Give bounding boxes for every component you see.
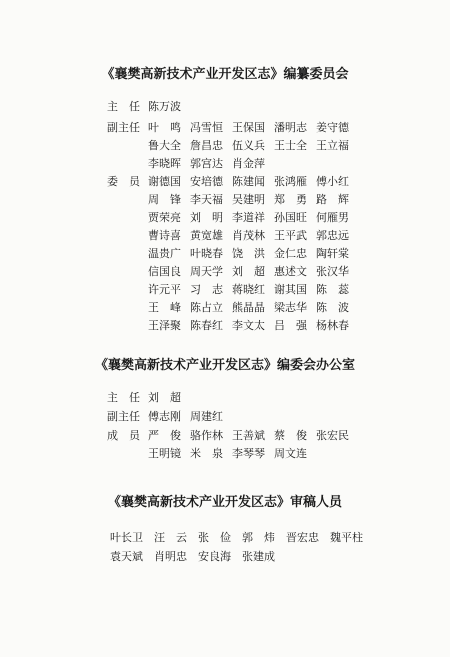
person-name: 肖茂林 [232, 229, 265, 242]
name-row [148, 265, 358, 279]
person-name: 肖明忠 [154, 550, 187, 563]
person-name: 金仁忠 [274, 247, 307, 260]
person-name: 米 泉 [190, 447, 223, 460]
name-row [148, 410, 232, 424]
person-name: 周文连 [274, 447, 307, 460]
person-name: 蒋晓红 [232, 283, 265, 296]
person-name: 何雁男 [316, 211, 349, 224]
person-name: 张汉华 [316, 265, 349, 278]
person-name: 汪 云 [154, 531, 187, 544]
person-name: 陈建闻 [232, 175, 265, 188]
person-name: 习 志 [190, 283, 223, 296]
person-name: 骆作林 [190, 429, 223, 442]
name-row [148, 229, 358, 243]
person-name: 李琴琴 [232, 447, 265, 460]
person-name: 张宏民 [316, 429, 349, 442]
role-label: 副主任 [107, 410, 140, 423]
person-name: 黄宽雄 [190, 229, 223, 242]
person-name: 郭忠远 [316, 229, 349, 242]
person-name: 饶 洪 [232, 247, 265, 260]
name-row [148, 301, 358, 315]
name-row [148, 283, 358, 297]
name-row [148, 121, 358, 135]
name-row [148, 139, 358, 153]
person-name: 刘 超 [148, 391, 181, 404]
person-name: 蔡 俊 [274, 429, 307, 442]
person-name: 周天学 [190, 265, 223, 278]
person-name: 刘 超 [232, 265, 265, 278]
person-name: 鲁大全 [148, 139, 181, 152]
person-name: 陈 蕊 [316, 283, 349, 296]
role-label: 副主任 [107, 121, 140, 134]
person-name: 郭 炜 [242, 531, 275, 544]
name-row [148, 247, 358, 261]
person-name: 贾荣亮 [148, 211, 181, 224]
name-row [148, 193, 358, 207]
person-name: 王平武 [274, 229, 307, 242]
person-name: 张建成 [242, 550, 275, 563]
person-name: 陈 波 [316, 301, 349, 314]
person-name: 严 俊 [148, 429, 181, 442]
person-name: 张鸿雁 [274, 175, 307, 188]
person-name: 陈春红 [190, 319, 223, 332]
person-name: 王明镜 [148, 447, 181, 460]
person-name: 杨林春 [316, 319, 349, 332]
person-name: 郑 勇 [274, 193, 307, 206]
name-row [110, 550, 286, 564]
person-name: 叶长卫 [110, 531, 143, 544]
person-name: 张 俭 [198, 531, 231, 544]
section-title-committee: 《襄樊高新技术产业开发区志》编纂委员会 [101, 67, 349, 82]
person-name: 路 辉 [316, 193, 349, 206]
person-name: 王 峰 [148, 301, 181, 314]
name-row [148, 447, 316, 461]
role-label: 主 任 [107, 391, 140, 404]
person-name: 吴建明 [232, 193, 265, 206]
person-name: 谢其国 [274, 283, 307, 296]
person-name: 李道祥 [232, 211, 265, 224]
person-name: 姜守德 [316, 121, 349, 134]
person-name: 陶轩棠 [316, 247, 349, 260]
person-name: 惠述文 [274, 265, 307, 278]
person-name: 王士全 [274, 139, 307, 152]
person-name: 晋宏忠 [286, 531, 319, 544]
name-row [148, 175, 358, 189]
person-name: 安培德 [190, 175, 223, 188]
role-label: 委 员 [107, 175, 140, 188]
person-name: 刘 明 [190, 211, 223, 224]
role-label: 成 员 [107, 429, 140, 442]
person-name: 许元平 [148, 283, 181, 296]
person-name: 陈万波 [148, 100, 181, 113]
person-name: 李晓晖 [148, 157, 181, 170]
person-name: 冯雪恒 [190, 121, 223, 134]
person-name: 肖金萍 [232, 157, 265, 170]
person-name: 王立福 [316, 139, 349, 152]
person-name: 周 锋 [148, 193, 181, 206]
person-name: 王泽聚 [148, 319, 181, 332]
name-row [148, 391, 190, 405]
person-name: 詹昌忠 [190, 139, 223, 152]
person-name: 潘明志 [274, 121, 307, 134]
name-row [148, 211, 358, 225]
person-name: 曹诗喜 [148, 229, 181, 242]
person-name: 魏平柱 [330, 531, 363, 544]
name-row [148, 429, 358, 443]
person-name: 吕 强 [274, 319, 307, 332]
person-name: 梁志华 [274, 301, 307, 314]
name-row [148, 157, 274, 171]
person-name: 温贵广 [148, 247, 181, 260]
person-name: 傅志刚 [148, 410, 181, 423]
person-name: 周建红 [190, 410, 223, 423]
person-name: 郭宫达 [190, 157, 223, 170]
name-row [148, 319, 358, 333]
person-name: 陈占立 [190, 301, 223, 314]
person-name: 李天福 [190, 193, 223, 206]
person-name: 谢德国 [148, 175, 181, 188]
person-name: 王善斌 [232, 429, 265, 442]
person-name: 李文太 [232, 319, 265, 332]
person-name: 伍义兵 [232, 139, 265, 152]
person-name: 信国良 [148, 265, 181, 278]
person-name: 孙国旺 [274, 211, 307, 224]
section-title-office: 《襄樊高新技术产业开发区志》编委会办公室 [94, 358, 355, 373]
name-row [110, 531, 374, 545]
person-name: 王保国 [232, 121, 265, 134]
person-name: 叶 鸣 [148, 121, 181, 134]
person-name: 熊晶晶 [232, 301, 265, 314]
role-label: 主 任 [107, 100, 140, 113]
person-name: 安良海 [198, 550, 231, 563]
section-title-reviewers: 《襄樊高新技术产业开发区志》审稿人员 [107, 495, 342, 510]
person-name: 叶晓春 [190, 247, 223, 260]
person-name: 袁天斌 [110, 550, 143, 563]
name-row [148, 100, 190, 114]
person-name: 傅小红 [316, 175, 349, 188]
